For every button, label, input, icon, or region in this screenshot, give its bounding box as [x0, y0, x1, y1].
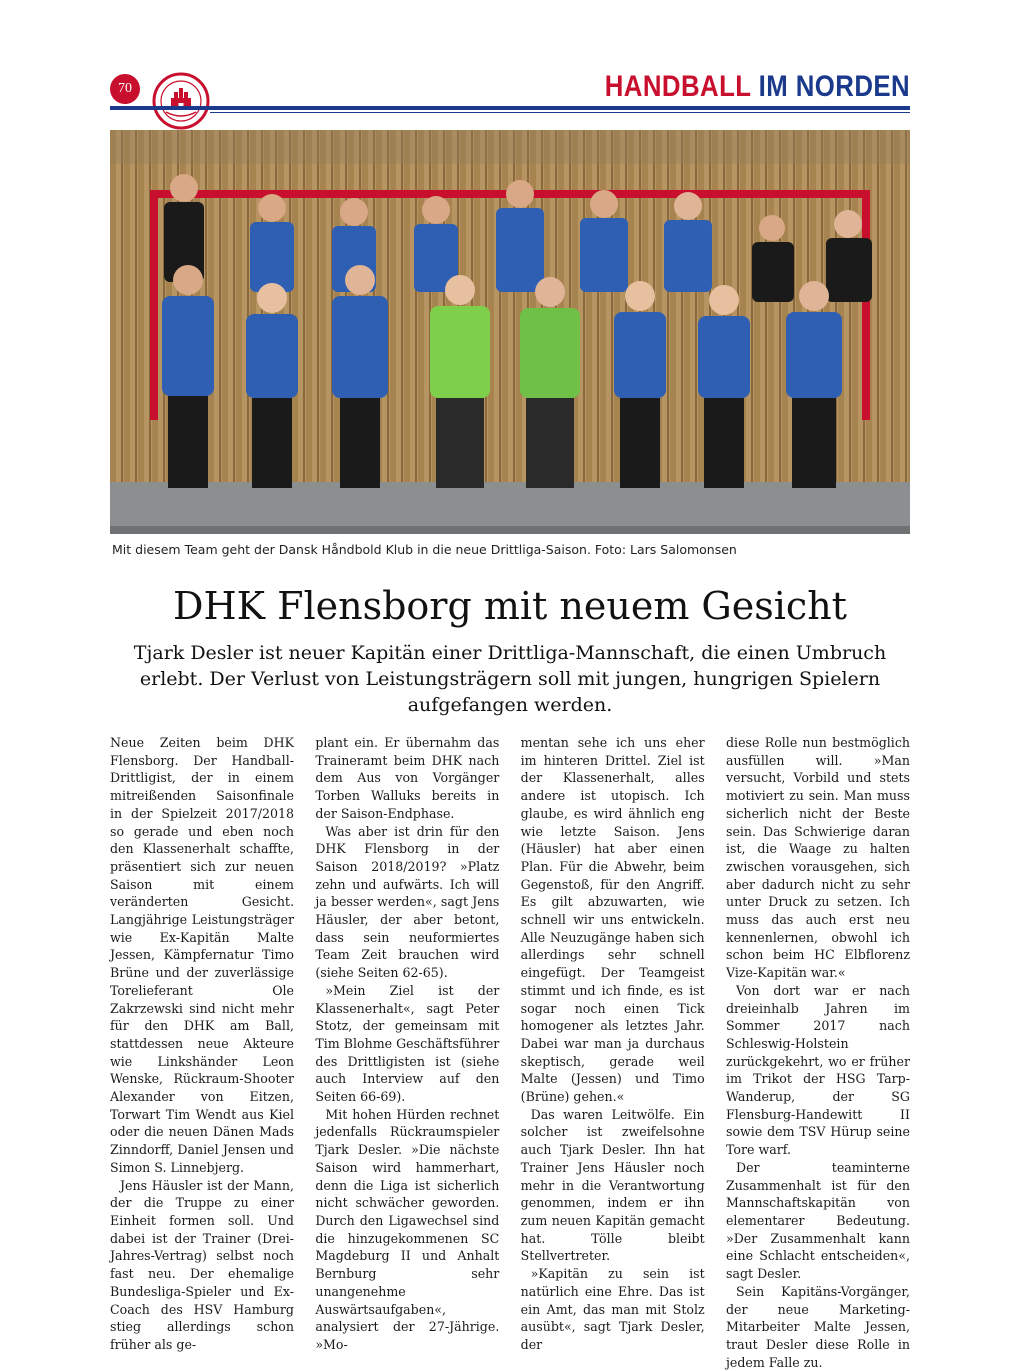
article-headline: DHK Flensborg mit neuem Gesicht: [173, 584, 847, 628]
section-title-blue: IM NORDEN: [758, 70, 910, 103]
photo-caption: Mit diesem Team geht der Dansk Håndbold Klub in die neue Drittliga-Saison. Foto: Lars Salomonsen: [112, 542, 737, 557]
article-paragraph: »Mein Ziel ist der Klassenerhalt«, sagt Peter Stotz, der gemeinsam mit Tim Blohme Geschäftsführer des Drittligisten ist (siehe auch Interview auf den Seiten 66-69).: [315, 982, 500, 1105]
article-paragraph: diese Rolle nun bestmöglich ausfüllen will. »Man versucht, Vorbild und stets motiviert zu sein. Man muss sicherlich nicht der Beste sein. Das Schwierige daran ist, die Waage zu halten zwischen vorausgehen, sich aber dadurch nicht zu sehr unter Druck zu setzen. Ich muss das auch erst neu kennenlernen, obwohl ich schon beim HC Elbflorenz Vize-Kapitän war.«: [725, 735, 910, 981]
article-column-4: [726, 734, 910, 1371]
article-column-2: [315, 734, 499, 1371]
article-paragraph: Mit hohen Hürden rechnet jedenfalls Rückraumspieler Tjark Desler. »Die nächste Saison wird hammerhart, denn die Liga ist sicherlich nicht schwächer geworden. Durch den Ligawechsel sind die hinzugekommenen SC Magdeburg II und Anhalt Bernburg sehr unangenehme Auswärtsaufgaben«, analysiert der 27-Jährige. »Mo-: [315, 1106, 500, 1352]
article-paragraph: mentan sehe ich uns eher im hinteren Drittel. Ziel ist der Klassenerhalt, alles andere ist utopisch. Ich glaube, es wird ähnlich eng wie letzte Saison. Jens (Häusler) hat aber einen Plan. Für die Abwehr, beim Gegenstoß, für den Angriff. Es gilt abzuwarten, wie schnell wir uns entwickeln. Alle Neuzugänge haben sich allerdings sehr schnell eingefügt. Der Teamgeist stimmt und ich finde, es ist sogar noch einen Tick homogener als letztes Jahr. Dabei war man ja durchaus skeptisch, gerade weil Malte (Jessen) und Timo (Brüne) gehen.«: [520, 735, 705, 1105]
article-paragraph: Sein Kapitäns-Vorgänger, der neue Marketing-Mitarbeiter Malte Jessen, traut Desler diese Rolle in jedem Falle zu.: [725, 1283, 910, 1370]
article-paragraph: Der teaminterne Zusammenhalt ist für den Mannschaftskapitän von elementarer Bedeutung. »Der Zusammenhalt kann eine Schlacht entscheiden«, sagt Desler.: [725, 1159, 910, 1282]
article-paragraph: Neue Zeiten beim DHK Flensborg. Der Handball-Drittligist, der in einem mitreißenden Saisonfinale in der Spielzeit 2017/2018 so gerade und eben noch den Klassenerhalt schaffte, präsentiert sich zur neuen Saison mit einem veränderten Gesicht. Langjährige Leistungsträger wie Ex-Kapitän Malte Jessen, Kämpfernatur Timo Brüne und der zuverlässige Torelieferant Ole Zakrzewski sind nicht mehr für den DHK am Ball, stattdessen neue Akteure wie Linkshänder Leon Wenske, Rückraum-Shooter Alexander von Eitzen, Torwart Tim Wendt aus Kiel oder die neuen Dänen Mads Zinndorff, Daniel Jensen und Simon S. Linnebjerg.: [110, 735, 294, 1175]
section-title-red: HANDBALL: [604, 70, 751, 103]
team-photo: [110, 130, 910, 534]
article-paragraph: »Kapitän zu sein ist natürlich eine Ehre. Das ist ein Amt, das man mit Stolz ausübt«, sagt Tjark Desler, der: [520, 1266, 705, 1352]
article-column-3: [521, 734, 705, 1371]
header-divider: [110, 106, 910, 110]
article-body: [110, 734, 910, 1371]
page-number: 70: [110, 74, 140, 104]
article-paragraph: Jens Häusler ist der Mann, der die Truppe zu einer Einheit formen soll. Und dabei ist der Trainer (Drei-Jahres-Vertrag) selbst noch fast neu. Der ehemalige Bundesliga-Spieler und Ex-Coach des HSV Hamburg stieg allerdings schon früher als ge-: [110, 1177, 294, 1352]
article-paragraph: Was aber ist drin für den DHK Flensborg in der Saison 2018/2019? »Platz zehn und aufwärts. Ich will ja besser werden«, sagt Jens Häusler, der aber betont, dass sein neuformiertes Team Zeit brauchen wird (siehe Seiten 62-65).: [315, 823, 500, 981]
article-paragraph: Von dort war er nach dreieinhalb Jahren im Sommer 2017 nach Schleswig-Holstein zurückgekehrt, wo er früher im Trikot der HSG Tarp-Wanderup, der SG Flensburg-Handewitt II sowie dem TSV Hürup seine Tore warf.: [725, 982, 910, 1158]
article-subline: Tjark Desler ist neuer Kapitän einer Drittliga-Mannschaft, die einen Umbruch erlebt. Der Verlust von Leistungsträgern soll mit jungen, hungrigen Spielern aufgefangen werden.: [133, 642, 887, 716]
article-paragraph: Das waren Leitwölfe. Ein solcher ist zweifelsohne auch Tjark Desler. Ihn hat Trainer Jens Häusler noch mehr in die Verantwortung genommen, indem er ihn zum neuen Kapitän gemacht hat. Tölle bleibt Stellvertreter.: [520, 1106, 705, 1264]
article-column-1: [110, 734, 294, 1371]
club-logo: [152, 72, 210, 130]
section-title: [605, 70, 910, 104]
header-divider-thin: [210, 112, 910, 113]
article-paragraph: plant ein. Er übernahm das Traineramt beim DHK nach dem Aus von Vorgänger Torben Walluks bereits in der Saison-Endphase.: [315, 735, 500, 821]
